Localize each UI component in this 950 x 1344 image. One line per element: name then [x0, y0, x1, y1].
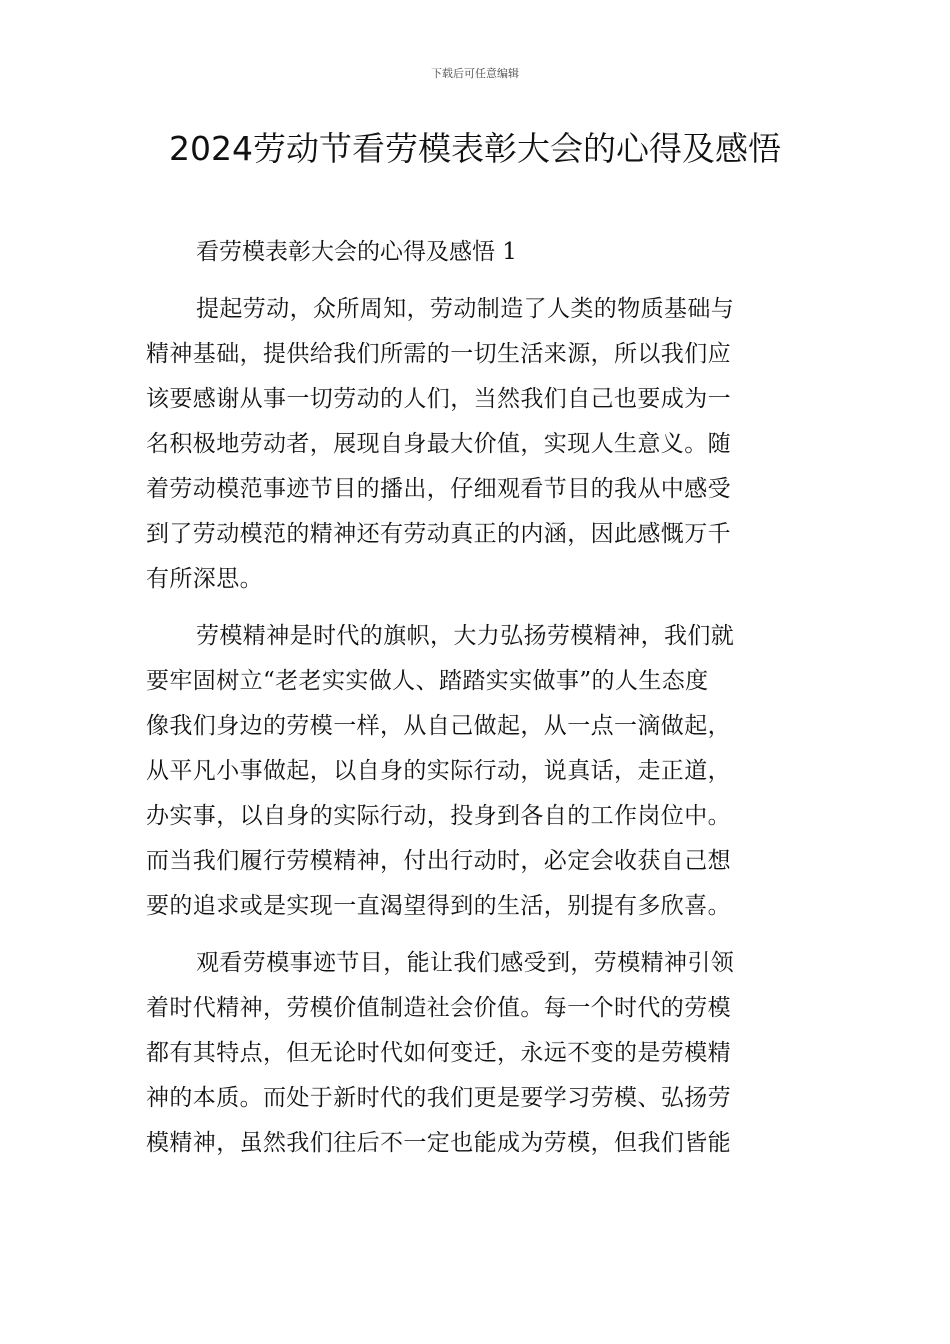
document-title: 2024劳动节看劳模表彰大会的心得及感悟	[169, 129, 781, 168]
section-heading: 看劳模表彰大会的心得及感悟 1	[196, 239, 517, 265]
document-body	[146, 230, 808, 1178]
text-line: 着时代精神，劳模价值制造社会价值。每一个时代的劳模	[146, 995, 731, 1021]
text-line: 着劳动模范事迹节目的播出，仔细观看节目的我从中感受	[146, 476, 731, 502]
paragraph-3	[146, 941, 808, 1166]
text-line: 神的本质。而处于新时代的我们更是要学习劳模、弘扬劳	[146, 1085, 731, 1111]
paragraph-1	[146, 287, 808, 602]
text-line: 都有其特点，但无论时代如何变迁，永远不变的是劳模精	[146, 1040, 731, 1066]
header-note: 下载后可任意编辑	[431, 67, 519, 80]
text-line: 观看劳模事迹节目，能让我们感受到，劳模精神引领	[196, 950, 735, 976]
text-line: 该要感谢从事一切劳动的人们，当然我们自己也要成为一	[146, 386, 731, 412]
paragraph-2	[146, 614, 808, 929]
text-line: 从平凡小事做起，以自身的实际行动，说真话，走正道，	[146, 758, 731, 784]
text-line: 办实事，以自身的实际行动，投身到各自的工作岗位中。	[146, 803, 731, 829]
text-line: 要牢固树立“老老实实做人、踏踏实实做事”的人生态度	[146, 668, 709, 694]
text-line: 提起劳动，众所周知，劳动制造了人类的物质基础与	[196, 296, 735, 322]
text-line: 模精神，虽然我们往后不一定也能成为劳模，但我们皆能	[146, 1130, 731, 1156]
text-line: 像我们身边的劳模一样，从自己做起，从一点一滴做起，	[146, 713, 731, 739]
text-line: 有所深思。	[146, 566, 263, 592]
text-line: 劳模精神是时代的旗帜，大力弘扬劳模精神，我们就	[196, 623, 735, 649]
text-line: 名积极地劳动者，展现自身最大价值，实现人生意义。随	[146, 431, 731, 457]
text-line: 到了劳动模范的精神还有劳动真正的内涵，因此感慨万千	[146, 521, 731, 547]
text-line: 精神基础，提供给我们所需的一切生活来源，所以我们应	[146, 341, 731, 367]
text-line: 要的追求或是实现一直渴望得到的生活，别提有多欣喜。	[146, 893, 731, 919]
text-line: 而当我们履行劳模精神，付出行动时，必定会收获自己想	[146, 848, 731, 874]
